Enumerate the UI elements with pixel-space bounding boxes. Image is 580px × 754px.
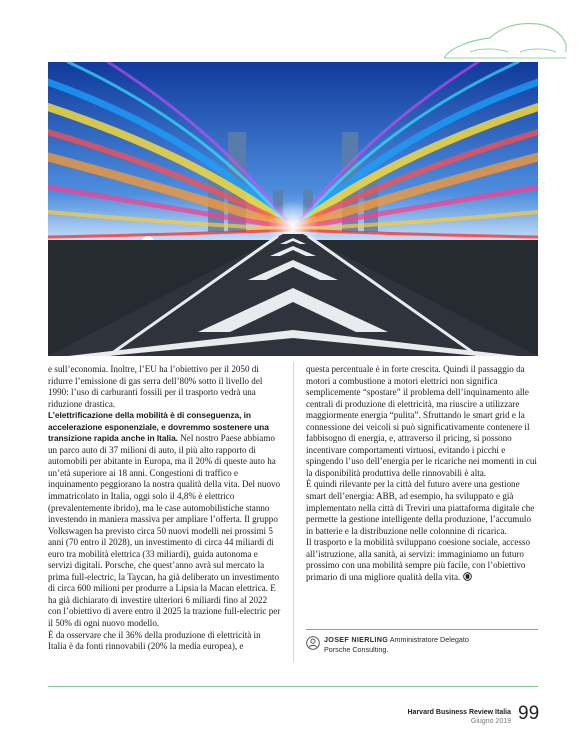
article-paragraph (306, 537, 539, 583)
car-outline-icon (440, 18, 570, 66)
lead-sentence: L’elettrificazione della mobilità è di conseguenza, in accelerazione esponenziale, e dovremmo sostenere una transizione rapida anche in Italia. (48, 410, 269, 444)
article-column-left (48, 364, 281, 653)
author-name: JOSEF NIERLING (324, 635, 389, 644)
article-paragraph-body: Nel nostro Paese abbiamo un parco auto di 37 milioni di auto, il più alto rapporto di automobili per abitante in Europa, ma il 20% di queste auto ha un’età superiore ai 18 anni. Congestioni di traffico e inquinamento peggiorano la nostra qualità della vita. Del nuovo immatricolato in Italia, oggi solo il 4,8% è elettrico (prevalentemente ibrido), ma le case automobilistiche stanno investendo in maniera massiva per ampliare l’offerta. Il gruppo Volkswagen ha previsto circa 50 nuovi modelli nei prossimi 5 anni (70 entro il 2028), un investimento di circa 44 miliardi di euro tra mobilità elettrica (33 miliardi), guida autonoma e servizi digitali. Porsche, che quest’anno avrà sul mercato la prima full-electric, la Taycan, ha già deliberato un investimento di circa 600 milioni per produrre a Lipsia la Macan elettrica. E ha già dichiarato di investire ulteriori 6 miliardi fino al 2022 con l’obiettivo di avere entro il 2025 la trazione full-electric per il 50% di ogni nuovo modello. (48, 433, 281, 629)
column-separator (293, 362, 294, 662)
hero-photo-illustration (48, 62, 538, 356)
author-byline (324, 635, 538, 654)
footer-divider (48, 686, 538, 687)
article-paragraph: questa percentuale è in forte crescita. Quindi il passaggio da motori a combustione a motori elettrici non significa semplicemente “spostare” il problema dell’inquinamento alle centrali di produzione di elettricità, ma riuscire a utilizzare maggiormente energia “pulita”. Sfruttando le smart grid e la connessione dei veicoli si può significativamente contenere il fabbisogno di energia, e, attraverso il pricing, si possono incentivare comportamenti virtuosi, evitando i picchi e spingendo l’uso dell’energia per le ricariche nei momenti in cui la disponibilità produttiva delle rinnovabili è alta. (306, 364, 537, 478)
article-paragraph-text: Il trasporto e la mobilità sviluppano coesione sociale, accesso all’istruzione, alla sanità, ai servizi: immaginiamo un futuro prossimo con una mobilità sempre più facile, con l’obiettivo primario di una migliore qualità della vita. (306, 537, 530, 582)
author-divider (306, 629, 538, 630)
hero-photo-light-trails (48, 62, 538, 356)
hbr-end-mark-icon (463, 572, 472, 581)
magazine-credit (408, 708, 512, 726)
issue-date: Giugno 2019 (470, 718, 511, 725)
article-paragraph: e sull’economia. Inoltre, l’EU ha l’obiettivo per il 2050 di ridurre l’emissione di gas serra dell’80% sotto il livello del 1990: l’uso di carburanti fossili per il trasporto vedrà una riduzione drastica. (48, 364, 263, 409)
page-number: 99 (518, 703, 540, 724)
article-paragraph: È quindi rilevante per la città del futuro avere una gestione smart dell’energia: ABB, ad esempio, ha sviluppato e già implementato nella città di Treviri una piattaforma digitale che permette la gestione intelligente della produzione, l’accumulo in batterie e la distribuzione nelle colonnine di ricarica. (306, 479, 535, 536)
person-icon (306, 636, 320, 650)
author-role: Amministratore Delegato (389, 635, 469, 644)
author-company: Porsche Consulting. (324, 644, 389, 654)
article-column-right (306, 364, 539, 583)
article-paragraph (48, 410, 281, 629)
magazine-name: Harvard Business Review Italia (407, 709, 511, 716)
article-paragraph: È da osservare che il 36% della produzione di elettricità in Italia è da fonti rinnovabili (20% la media europea), e (48, 629, 261, 652)
